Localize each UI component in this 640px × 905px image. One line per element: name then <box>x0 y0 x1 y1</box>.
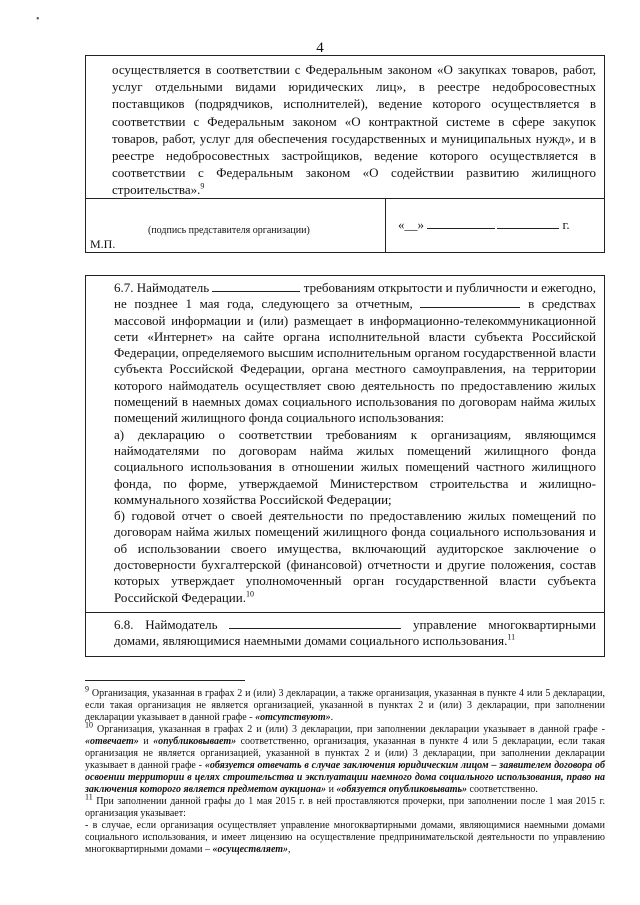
date-year-blank <box>497 217 559 229</box>
date-line: «__» г. <box>398 217 570 232</box>
footnote-ref-11: 11 <box>507 632 516 642</box>
signature-caption: (подпись представителя организации) <box>148 225 310 236</box>
footnote-separator <box>85 680 245 681</box>
date-month-blank <box>427 217 495 229</box>
blank-6-7-1 <box>212 280 300 292</box>
footnote-10: $^{10}$ Организация, указанная в графах 2 и (или) 3 декларации, при заполнении декларации указывает в данной графе - «отвечает» и «опубликовывает» соответственно, организация, указанная в пункте 4 или 5 декларации, если такая организация не является организацией, указанной в пунктах 2 и (или) 3 декларации, при заполнении декларации указывает в данной графе - «обязуется отвечать в случае заключения юридическим лицом – заявителем договора об освоении территории в целях строительства и эксплуатации наемного дома социального использования, право на заключения которого является предметом аукциона» и «обязуется опубликовывать» соответственно. <box>85 720 606 795</box>
footnote-11: $^{11}$ При заполнении данной графы до 1 мая 2015 г. в ней проставляются прочерки, при заполнении после 1 мая 2015 г. организация указывает: <box>85 792 605 819</box>
scan-mark: • <box>36 14 40 25</box>
footnote-ref-9: 9 <box>200 182 205 192</box>
blank-6-8 <box>229 617 401 629</box>
footnote-ref-10: 10 <box>245 589 254 599</box>
section-6-7-item-b: б) годовой отчет о своей деятельности по предоставлению жилых помещений по договорам найма жилых помещений жилищного фонда социального использования и об использовании своего имущества, включающий аудиторское заключение о достоверности бухгалтерской (финансовой) отчетности и другие положения, состав которых утверждает уполномоченный орган государственной власти субъекта Российской Федерации.$^{10}$ <box>114 508 596 605</box>
section-6-7 <box>86 276 604 613</box>
section-6-7-intro: 6.7. Наймодатель требованиям открытости и публичности и ежегодно, не позднее 1 мая года, следующего за отчетным, в средствах массовой информации и (или) размещает в информационно-телекоммуникационной сети «Интернет» на сайте органа исполнительной власти субъекта Российской Федерации, определяемого высшим исполнительным органом государственной власти субъекта Российской Федерации, органа местного самоуправления, на территории которого наймодатель осуществляет свою деятельность по предоставлению жилых помещений в наемных домах социального использования по договорам найма жилых помещений жилищного фонда социального использования: <box>114 280 597 426</box>
footnote-11-bullet: - в случае, если организация осуществляет управление многоквартирными домами, являющимися наемными домами социального использования, и имеет лицензию на осуществление предпринимательской деятельности по управлению многоквартирными домами – «осуществляет», <box>85 820 605 855</box>
top-block-text: осуществляется в соответствии с Федеральным законом «О закупках товаров, работ, услуг отдельными видами юридических лиц», в реестре недобросовестных поставщиков (подрядчиков, исполнителей), ведение которого осуществляется в соответствии с Федеральным законом «О контрактной системе в сфере закупок товаров, работ, услуг для обеспечения государственных и муниципальных нужд», и в реестре недобросовестных застройщиков, ведение которого осуществляется в соответствии с Федеральным законом «О содействии развитию жилищного строительства».$^9$ <box>86 56 604 199</box>
footnotes <box>85 684 606 856</box>
blank-6-7-2 <box>420 296 520 308</box>
date-cell <box>386 199 604 252</box>
declaration-top-table <box>85 55 605 253</box>
section-6-8: 6.8. Наймодатель управление многоквартирными домами, являющимися наемными домами социального использования.$^{11}$ <box>114 616 596 649</box>
page-number: 4 <box>316 40 324 56</box>
signature-cell <box>86 199 386 252</box>
section-6-7-item-a: а) декларацию о соответствии требованиям к организациям, являющимся наймодателями по договорам найма жилых помещений жилищного фонда социального использования в отношении жилых помещений частного жилищного фонда, по форме, утверждаемой Министерством строительства и жилищно-коммунального хозяйства Российской Федерации; <box>114 426 596 507</box>
declaration-main-table <box>85 275 605 657</box>
stamp-label: М.П. <box>90 237 116 251</box>
signature-row <box>86 199 604 252</box>
footnote-9: $^9$ Организация, указанная в графах 2 и (или) 3 декларации, а также организация, указанная в пункте 4 или 5 декларации, если такая организация не является организацией, указанной в пунктах 2 и (или) 3 декларации, при заполнении декларации указывает в данной графе - «отсутствуют». <box>85 684 606 723</box>
